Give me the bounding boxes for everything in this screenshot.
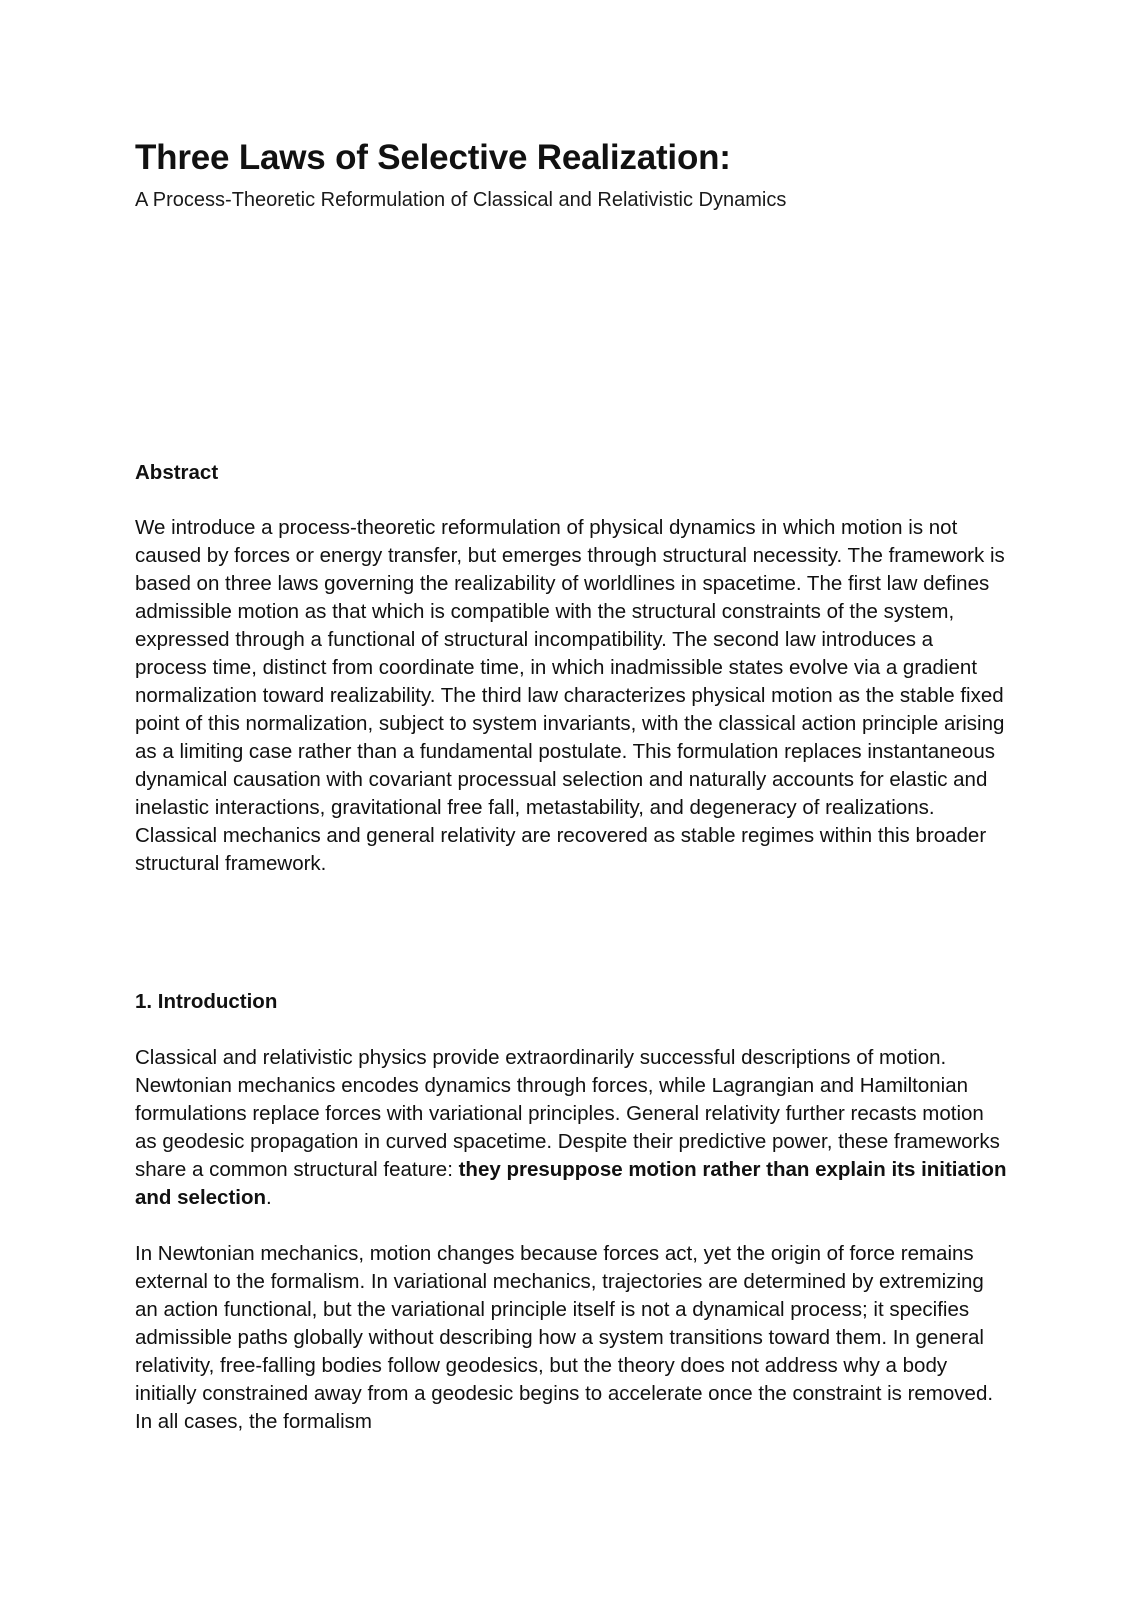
introduction-heading: 1. Introduction — [135, 990, 278, 1013]
introduction-paragraph-1-text: Classical and relativistic physics provide extraordinarily successful descriptions of motion. Newtonian mechanics encodes dynamics through forces, while Lagrangian and Hamiltonian formulations replace forces with variational principles. General relativity further recasts motion as geodesic propagation in curved spacetime. Despite their predictive power, these frameworks share a common structural feature: — [135, 1046, 1000, 1181]
document-subtitle: A Process-Theoretic Reformulation of Classical and Relativistic Dynamics — [135, 189, 787, 211]
abstract-heading: Abstract — [135, 461, 219, 484]
introduction-paragraph-2: In Newtonian mechanics, motion changes because forces act, yet the origin of force remains external to the formalism. In variational mechanics, trajectories are determined by extremizing an action functional, but the variational principle itself is not a dynamical process; it specifies admissible paths globally without describing how a system transitions toward them. In general relativity, free-falling bodies follow geodesics, but the theory does not address why a body initially constrained away from a geodesic begins to accelerate once the constraint is removed. In all cases, the formalism — [135, 1242, 994, 1433]
introduction-paragraph-1 — [135, 1044, 1007, 1212]
document-title: Three Laws of Selective Realization: — [135, 138, 731, 177]
introduction-paragraph-1-end: . — [266, 1186, 272, 1209]
abstract-body: We introduce a process-theoretic reformulation of physical dynamics in which motion is not caused by forces or energy transfer, but emerges through structural necessity. The framework is based on three laws governing the realizability of worldlines in spacetime. The first law defines admissible motion as that which is compatible with the structural constraints of the system, expressed through a functional of structural incompatibility. The second law introduces a process time, distinct from coordinate time, in which inadmissible states evolve via a gradient normalization toward realizability. The third law characterizes physical motion as the stable fixed point of this normalization, subject to system invariants, with the classical action principle arising as a limiting case rather than a fundamental postulate. This formulation replaces instantaneous dynamical causation with covariant processual selection and naturally accounts for elastic and inelastic interactions, gravitational free fall, metastability, and degeneracy of realizations. Classical mechanics and general relativity are recovered as stable regimes within this broader structural framework. — [135, 516, 1005, 875]
introduction-paragraph-1-emphasis: they presuppose motion rather than explain its initiation and selection — [135, 1158, 1007, 1209]
